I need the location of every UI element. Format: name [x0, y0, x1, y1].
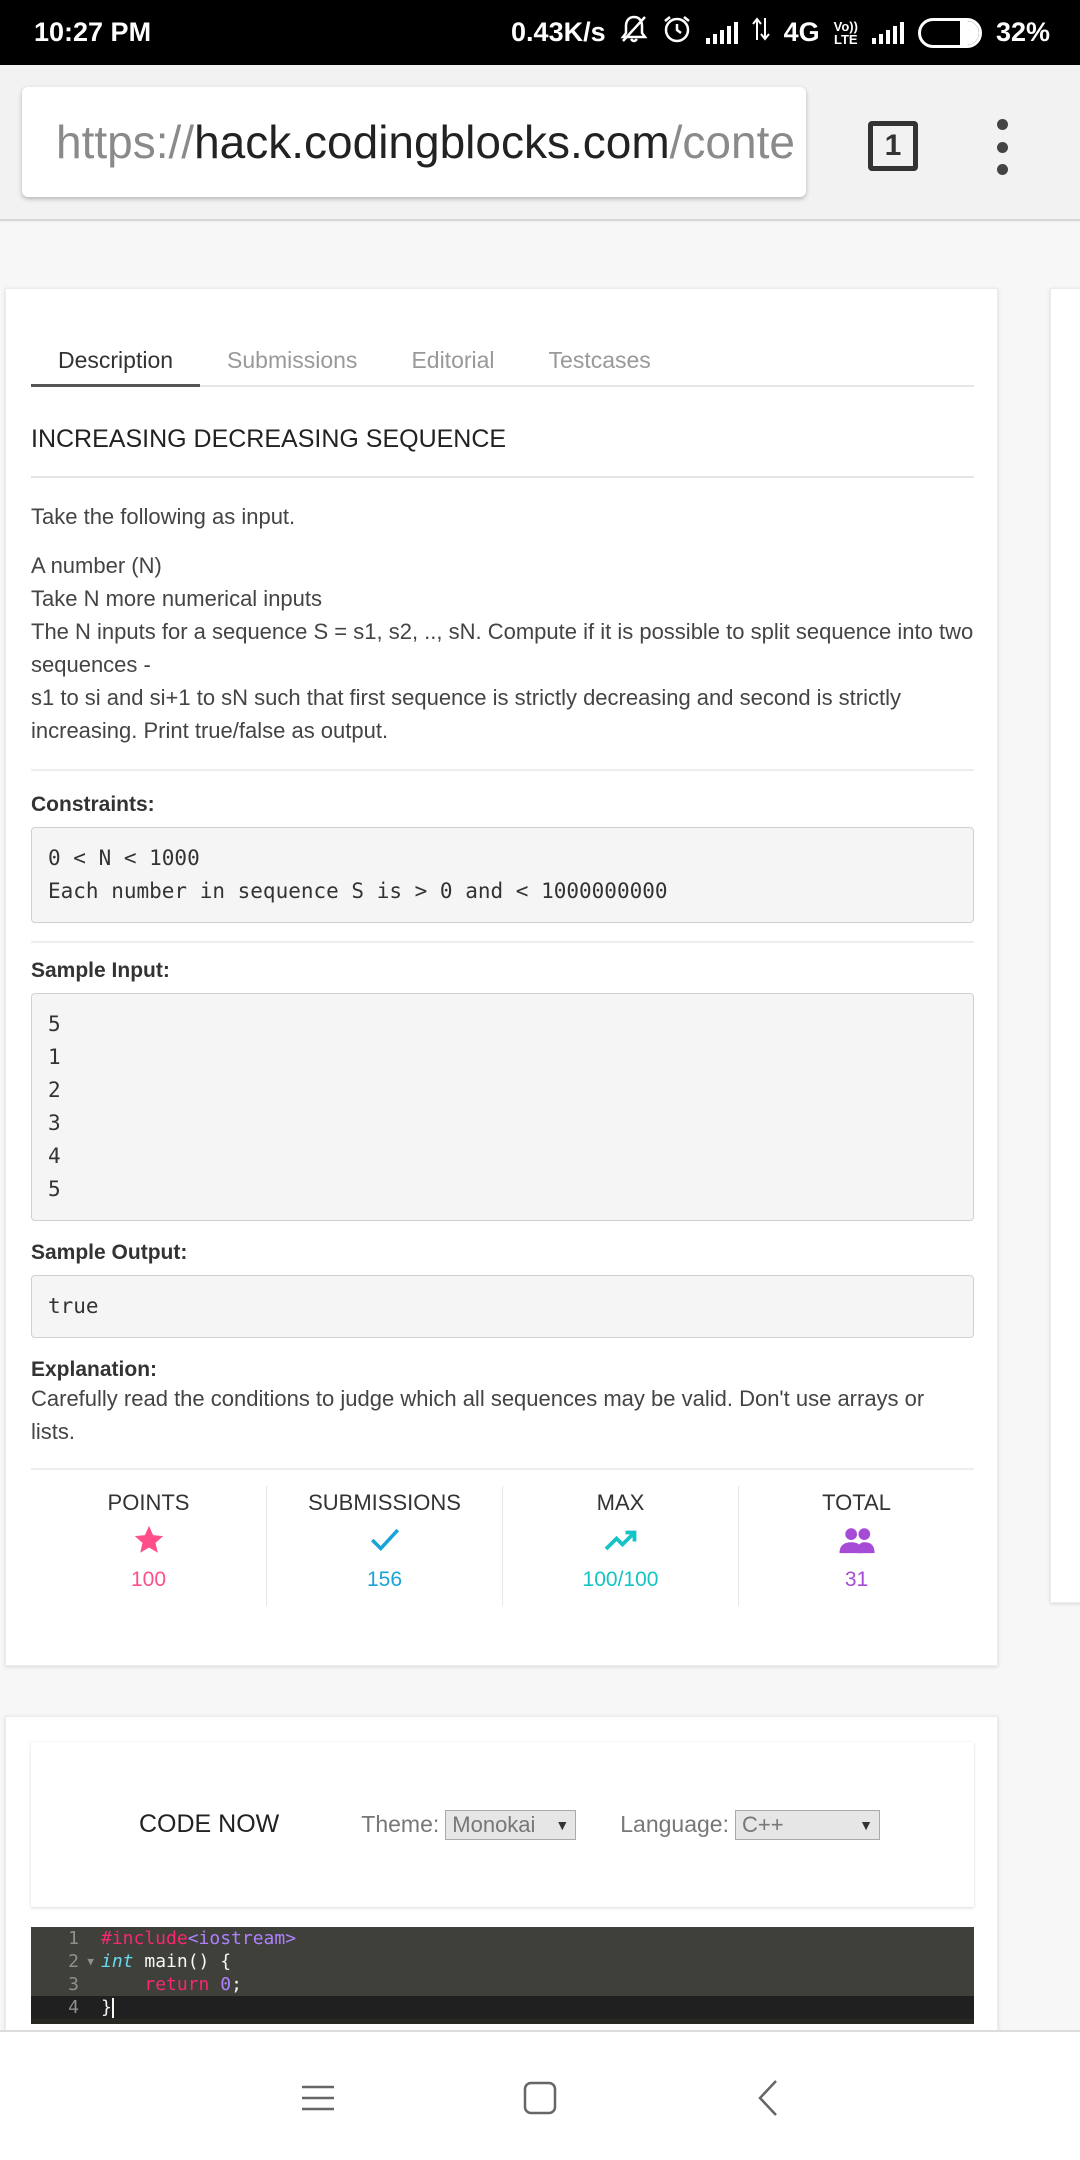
problem-intro: Take the following as input. [31, 504, 296, 529]
sample-input-label: Sample Input: [31, 959, 170, 982]
language-value: C++ [742, 1811, 784, 1837]
stat-value: 31 [844, 1568, 869, 1591]
signal-icon-2 [872, 22, 904, 44]
dropdown-arrow-icon: ▼ [555, 1816, 570, 1833]
mute-icon [620, 14, 648, 51]
stat-label: SUBMISSIONS [308, 1490, 461, 1515]
volte-top-label: Vo)) [833, 18, 858, 34]
code-text: #include<iostream> [101, 1928, 297, 1949]
browser-toolbar [0, 65, 1080, 221]
status-bar [0, 0, 1080, 65]
line-number [31, 1950, 101, 1973]
language-label: Language: [620, 1811, 729, 1837]
code-line [31, 1927, 974, 1950]
stat-label: TOTAL [822, 1490, 891, 1515]
back-icon[interactable] [740, 2070, 796, 2126]
tab-switcher-button[interactable]: 1 [868, 121, 918, 171]
url-scheme: https:// [56, 116, 195, 168]
theme-label: Theme: [361, 1811, 440, 1837]
stat-points [31, 1486, 267, 1606]
statement-line: The N inputs for a sequence S = s1, s2, .., sN. Compute if it is possible to split sequence into two sequences - [31, 619, 974, 677]
stat-max [503, 1486, 739, 1606]
tab-testcases[interactable]: Testcases [548, 347, 651, 373]
fold-arrow-icon[interactable]: ▼ [87, 1955, 94, 1968]
text-cursor [112, 1998, 114, 2018]
code-header [31, 1742, 974, 1907]
status-time: 10:27 PM [34, 17, 152, 47]
stat-total [739, 1486, 974, 1606]
code-editor[interactable] [31, 1927, 974, 2024]
problem-card [5, 288, 998, 1666]
sample-input-block: 5 1 2 3 4 5 [31, 993, 974, 1221]
address-bar[interactable] [22, 87, 806, 197]
theme-select[interactable] [445, 1810, 576, 1840]
battery-icon [918, 18, 982, 48]
line-number-text: 2 [68, 1951, 79, 1972]
check-icon [267, 1520, 502, 1560]
sample-output-block: true [31, 1275, 974, 1338]
tab-submissions[interactable]: Submissions [227, 347, 358, 373]
sample-output-label: Sample Output: [31, 1241, 188, 1264]
network-speed: 0.43K/s [511, 17, 606, 47]
stat-value: 100 [130, 1568, 167, 1591]
line-number: 4 [68, 1997, 79, 2018]
explanation-label: Explanation: [31, 1358, 158, 1381]
battery-percent: 32% [995, 17, 1050, 47]
problem-statement [31, 549, 974, 771]
network-type: 4G [783, 17, 820, 47]
data-arrows-icon [752, 16, 770, 49]
status-icons [511, 14, 1050, 51]
line-number: 3 [68, 1974, 79, 1995]
alarm-icon [662, 14, 692, 51]
code-line [31, 1996, 974, 2019]
constraints-block: 0 < N < 1000 Each number in sequence S is > 0 and < 1000000000 [31, 827, 974, 923]
browser-menu-button[interactable] [992, 119, 1012, 175]
code-card [5, 1716, 998, 2030]
volte-bottom-label: LTE [834, 31, 858, 47]
statement-line: A number (N) [31, 553, 162, 578]
statement-line: Take N more numerical inputs [31, 586, 323, 611]
menu-icon[interactable] [290, 2070, 346, 2126]
problem-stats [31, 1468, 974, 1606]
stat-value: 100/100 [582, 1568, 659, 1591]
signal-icon [706, 22, 738, 44]
url-host: hack.codingblocks.com [194, 116, 670, 168]
star-icon [31, 1520, 266, 1560]
home-icon[interactable] [512, 2070, 568, 2126]
users-icon [739, 1520, 974, 1560]
language-select[interactable] [735, 1810, 880, 1840]
url-path: /conte [669, 116, 795, 168]
stat-submissions [267, 1486, 503, 1606]
code-text: } [101, 1997, 112, 2018]
tab-editorial[interactable]: Editorial [411, 347, 495, 373]
statement-line: s1 to si and si+1 to sN such that first sequence is strictly decreasing and second is strictly increasing. Print true/false as output. [31, 685, 902, 743]
constraints-label: Constraints: [31, 793, 155, 816]
dropdown-arrow-icon: ▼ [859, 1816, 873, 1833]
problem-tabs [31, 339, 974, 387]
code-text: return 0; [144, 1974, 242, 1995]
line-number: 1 [68, 1928, 79, 1949]
tab-description[interactable]: Description [31, 339, 200, 387]
page-content [0, 223, 1080, 2030]
explanation-text: Carefully read the conditions to judge which all sequences may be valid. Don't use arrays or lists. [31, 1386, 925, 1444]
system-nav-bar [0, 2030, 1080, 2160]
code-line [31, 1973, 974, 1996]
code-now-title: CODE NOW [139, 1810, 280, 1838]
trending-up-icon [503, 1520, 738, 1560]
stat-label: POINTS [107, 1490, 190, 1515]
stat-value: 156 [366, 1568, 403, 1591]
stat-label: MAX [596, 1490, 645, 1515]
theme-value: Monokai [452, 1811, 536, 1837]
problem-title: INCREASING DECREASING SEQUENCE [31, 389, 974, 478]
volte-icon [834, 20, 858, 46]
side-card [1050, 288, 1080, 1603]
code-line [31, 1950, 974, 1973]
problem-content [31, 389, 974, 1606]
divider [31, 941, 974, 943]
code-text: int main() { [101, 1951, 232, 1972]
